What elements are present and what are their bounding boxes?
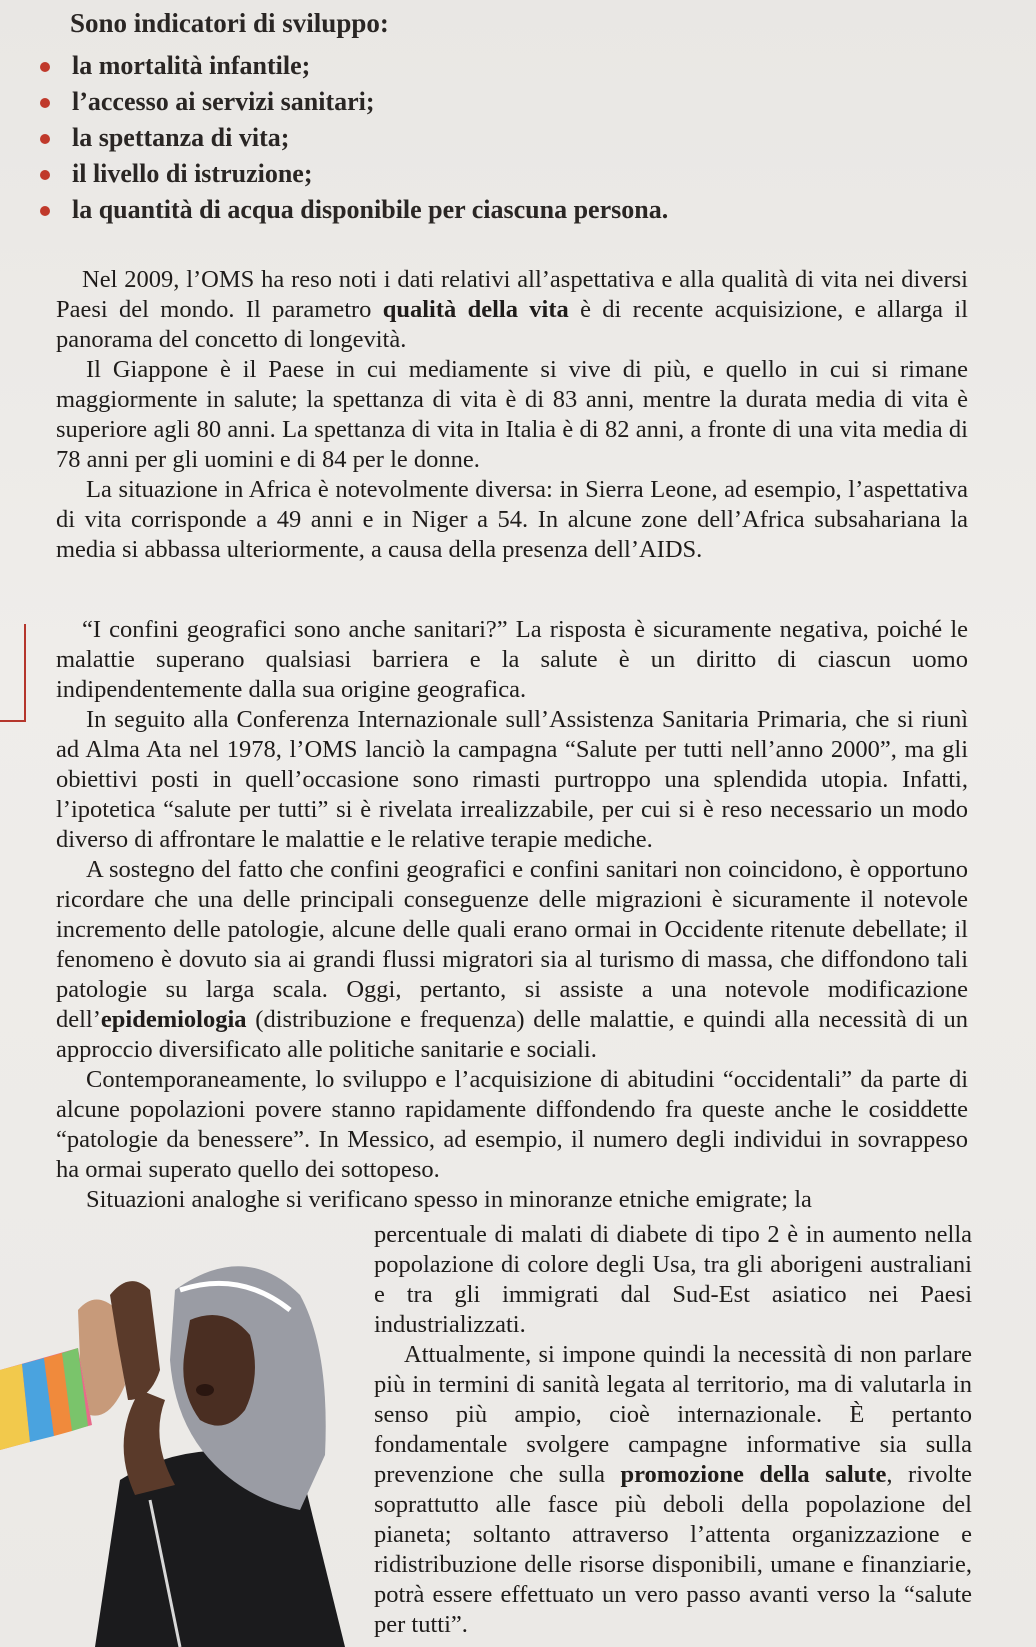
indicator-list [40, 48, 668, 228]
paragraph: A sostegno del fatto che confini geografici e confini sanitari non coincidono, è opportuno ricordare che una delle principali conseguenze delle migrazioni è sicuramente il notevole incremento delle patologie, alcune delle quali erano ormai in Occidente ritenute debellate; il fenomeno è dovuto sia ai grandi flussi migratori sia al turismo di massa, che diffondono tali patologie su larga scala. Oggi, pertanto, si assiste a una notevole modificazione dell’epidemiologia (distribuzione e frequenza) delle malattie, e quindi alla necessità di un approccio diversificato alle politiche sanitarie e sociali. [56, 856, 968, 1063]
life-expectancy-section [56, 265, 968, 565]
list-item: il livello di istruzione; [40, 156, 668, 192]
paragraph: Attualmente, si impone quindi la necessità di non parlare più in termini di sanità legata al territorio, ma di valutarla in senso più ampio, cioè internazionale. È pertanto fondamentale svolgere campagne informative sia sulla prevenzione che sulla promozione della salute, rivolte soprattutto alle fasce più deboli della popolazione del pianeta; soltanto attraverso l’attenta organizzazione e ridistribuzione delle risorse disponibili, umane e finanziarie, potrà essere effettuato un vero passo avanti verso la “salute per tutti”. [374, 1341, 972, 1638]
list-item: la quantità di acqua disponibile per ciascuna persona. [40, 192, 668, 228]
striped-sleeve [0, 1348, 92, 1450]
face [183, 1315, 255, 1426]
bullet-dot-icon [40, 62, 50, 72]
paragraph: In seguito alla Conferenza Internazionale sull’Assistenza Sanitaria Primaria, che si riunì ad Alma Ata nel 1978, l’OMS lanciò la campagna “Salute per tutti nell’anno 2000”, ma gli obiettivi posti in quell’occasione sono rimasti purtroppo una splendida utopia. Infatti, l’ipotetica “salute per tutti” si è rivelata irrealizzabile, per cui si è reso necessario un modo diverso di affrontare le malattie e le relative terapie mediche. [56, 706, 968, 853]
bullet-dot-icon [40, 98, 50, 108]
arm [124, 1390, 175, 1495]
bullet-dot-icon [40, 134, 50, 144]
keyword-quality-of-life: qualità della vita [382, 296, 569, 323]
paragraph: La situazione in Africa è notevolmente diversa: in Sierra Leone, ad esempio, l’aspettativa di vita corrisponde a 49 anni e in Niger a 54. In alcune zone dell’Africa subsahariana la media si abbassa ulteriormente, a causa della presenza dell’AIDS. [56, 476, 968, 563]
illustration-photo [0, 1250, 360, 1647]
list-item: la spettanza di vita; [40, 120, 668, 156]
bullet-dot-icon [40, 170, 50, 180]
paragraph: Il Giappone è il Paese in cui mediamente si vive di più, e quello in cui si rimane maggiormente in salute; la spettanza di vita è di 83 anni, mentre la durata media di vita è superiore agli 80 anni. La spettanza di vita in Italia è di 82 anni, a fronte di una vita media di 78 anni per gli uomini e di 84 per le donne. [56, 356, 968, 473]
health-borders-section [56, 615, 968, 1215]
intro-title: Sono indicatori di sviluppo: [70, 8, 389, 38]
paragraph: Contemporaneamente, lo sviluppo e l’acquisizione di abitudini “occidentali” da parte di alcune popolazioni povere stanno rapidamente diffondendo fra queste anche le cosiddette “patologie da benessere”. In Messico, ad esempio, il numero degli individui in sovrappeso ha ormai superato quello dei sottopeso. [56, 1066, 968, 1183]
bullet-dot-icon [40, 206, 50, 216]
paragraph: Nel 2009, l’OMS ha reso noti i dati relativi all’aspettativa e alla qualità di vita nei diversi Paesi del mondo. Il parametro qualità della vita è di recente acquisizione, e allarga il panorama del concetto di longevità. [56, 266, 968, 353]
paragraph: Situazioni analoghe si verificano spesso in minoranze etniche emigrate; la [86, 1186, 812, 1213]
paragraph: percentuale di malati di diabete di tipo 2 è in aumento nella popolazione di colore degli Usa, tra gli aborigeni australiani e tra gli immigrati dal Sud-Est asiatico nei Paesi industrializzati. [374, 1221, 972, 1338]
list-item: la mortalità infantile; [40, 48, 668, 84]
list-item: l’accesso ai servizi sanitari; [40, 84, 668, 120]
keyword-health-promotion: promozione della salute [620, 1461, 887, 1488]
paragraph: “I confini geografici sono anche sanitari?” La risposta è sicuramente negativa, poiché le malattie superano qualsiasi barriera e la salute è un diritto di ciascun uomo indipendentemente dalla sua origine geografica. [56, 616, 968, 703]
keyword-epidemiology: epidemiologia [100, 1006, 247, 1033]
wrapped-text-column [374, 1220, 972, 1640]
margin-bracket-marker [0, 624, 26, 722]
